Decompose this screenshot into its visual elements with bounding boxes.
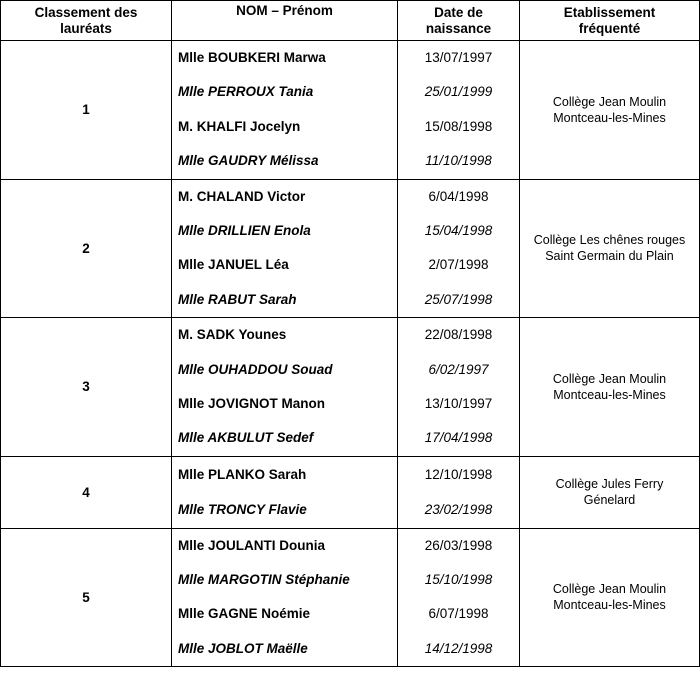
laureate-name: Mlle JOVIGNOT Manon [178, 395, 326, 411]
birth-date: 22/08/1998 [424, 327, 493, 343]
birth-date: 6/07/1998 [428, 606, 489, 622]
table-row [1, 318, 700, 457]
birth-date: 13/07/1997 [424, 50, 493, 65]
dates-cell [398, 456, 520, 528]
rank-cell: 5 [1, 528, 172, 667]
birth-date: 2/07/1998 [428, 257, 489, 273]
header-rank: Classement des lauréats [1, 1, 172, 41]
birth-date: 26/03/1998 [424, 537, 493, 553]
names-cell [172, 179, 398, 318]
birth-date: 14/12/1998 [424, 640, 493, 656]
names-cell [172, 528, 398, 667]
laureate-name: Mlle PLANKO Sarah [178, 466, 307, 482]
names-cell [172, 456, 398, 528]
laureate-name: Mlle GAGNE Noémie [178, 606, 311, 622]
header-name: NOM – Prénom [172, 1, 398, 41]
dates-cell [398, 528, 520, 667]
laureate-name: M. SADK Younes [178, 327, 287, 343]
laureate-name: Mlle PERROUX Tania [178, 84, 314, 100]
header-date: Date de naissance [398, 1, 520, 41]
laureate-name: Mlle JOBLOT Maëlle [178, 640, 308, 656]
birth-date: 25/07/1998 [424, 291, 493, 307]
laureate-name: Mlle RABUT Sarah [178, 291, 297, 307]
school-cell: Collège Les chênes rouges Saint Germain du Plain [520, 179, 700, 318]
laureate-name: Mlle DRILLIEN Enola [178, 222, 311, 238]
dates-cell [398, 318, 520, 457]
laureate-name: M. CHALAND Victor [178, 188, 306, 204]
header-school: Etablissement fréquenté [520, 1, 700, 41]
school-cell: Collège Jean Moulin Montceau-les-Mines [520, 528, 700, 667]
table-row [1, 179, 700, 318]
school-cell: Collège Jules Ferry Génelard [520, 456, 700, 528]
table-row [1, 41, 700, 180]
table-row [1, 528, 700, 667]
birth-date: 13/10/1997 [424, 395, 493, 411]
laureate-name: Mlle BOUBKERI Marwa [178, 50, 326, 65]
birth-date: 15/08/1998 [424, 118, 493, 134]
birth-date: 11/10/1998 [425, 153, 492, 169]
birth-date: 23/02/1998 [424, 502, 493, 518]
birth-date: 15/04/1998 [424, 222, 493, 238]
laureate-name: Mlle MARGOTIN Stéphanie [178, 572, 350, 588]
dates-cell [398, 179, 520, 318]
birth-date: 15/10/1998 [424, 572, 493, 588]
birth-date: 6/04/1998 [428, 188, 489, 204]
birth-date: 6/02/1997 [428, 361, 489, 377]
birth-date: 17/04/1998 [424, 430, 493, 446]
names-cell [172, 41, 398, 180]
school-cell: Collège Jean Moulin Montceau-les-Mines [520, 41, 700, 180]
laureate-name: M. KHALFI Jocelyn [178, 118, 301, 134]
birth-date: 12/10/1998 [424, 466, 493, 482]
laureate-name: Mlle TRONCY Flavie [178, 502, 307, 518]
laureate-name: Mlle JOULANTI Dounia [178, 537, 326, 553]
school-cell: Collège Jean Moulin Montceau-les-Mines [520, 318, 700, 457]
birth-date: 25/01/1999 [424, 84, 493, 100]
header-row [1, 1, 700, 41]
rank-cell: 3 [1, 318, 172, 457]
rank-cell: 4 [1, 456, 172, 528]
table-row [1, 456, 700, 528]
laureate-name: Mlle AKBULUT Sedef [178, 430, 314, 446]
laureate-name: Mlle JANUEL Léa [178, 257, 289, 273]
dates-cell [398, 41, 520, 180]
rank-cell: 2 [1, 179, 172, 318]
rank-cell: 1 [1, 41, 172, 180]
laureate-name: Mlle GAUDRY Mélissa [178, 153, 319, 169]
names-cell [172, 318, 398, 457]
laureate-name: Mlle OUHADDOU Souad [178, 361, 333, 377]
